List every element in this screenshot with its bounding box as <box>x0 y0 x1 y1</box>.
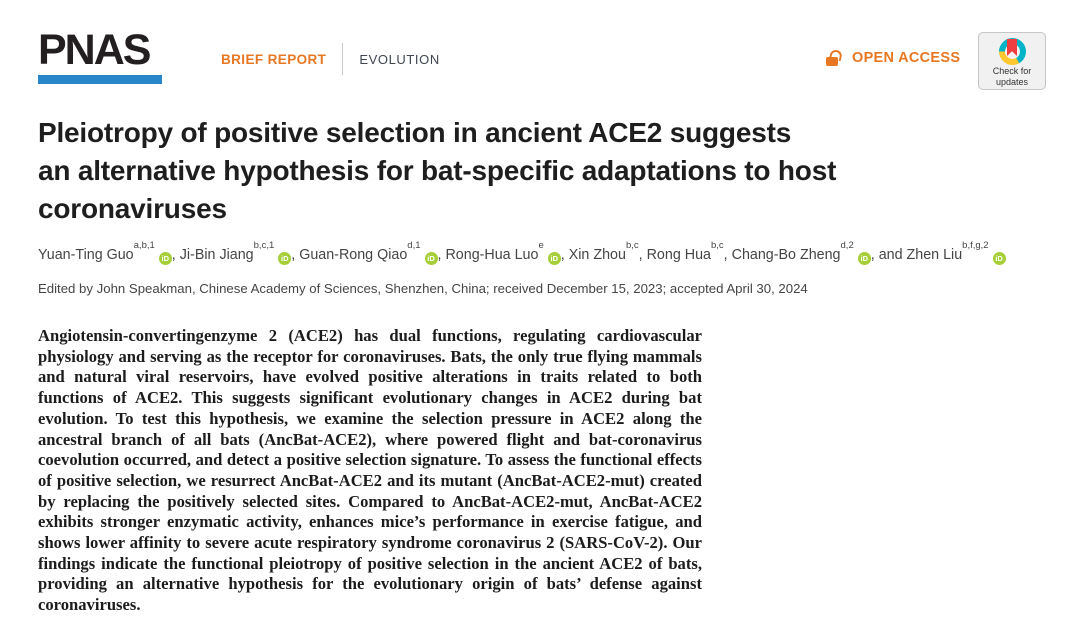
check-label-line1: Check for <box>992 66 1032 76</box>
author-name[interactable]: Guan-Rong Qiao$^{d,1}$ <box>299 240 421 263</box>
orcid-icon[interactable]: iD <box>993 252 1006 265</box>
header-divider <box>342 43 343 75</box>
title-line-1: Pleiotropy of positive selection in ancient ACE2 suggests <box>38 117 792 148</box>
author-name[interactable]: Chang-Bo Zheng$^{d,2}$ <box>731 240 854 263</box>
edited-by-line: Edited by John Speakman, Chinese Academy of Sciences, Shenzhen, China; received December 15, 2023; accepted April 30, 2024 <box>38 281 808 296</box>
open-lock-icon <box>826 50 843 66</box>
title-line-2: an alternative hypothesis for bat-specific adaptations to host <box>38 155 837 186</box>
author-affiliation-superscript: a,b,1 <box>133 240 155 251</box>
author-name[interactable]: Yuan-Ting Guo$^{a,b,1}$ <box>38 240 155 263</box>
orcid-icon[interactable]: iD <box>425 252 438 265</box>
pnas-logo[interactable] <box>38 26 162 84</box>
author-name[interactable]: Rong-Hua Luo$^e$ <box>445 240 544 263</box>
pnas-logo-underline <box>38 75 162 84</box>
author-affiliation-superscript: e <box>538 240 544 251</box>
check-label-line2: updates <box>995 76 1029 87</box>
author-affiliation-superscript: b,c <box>710 240 724 251</box>
author-affiliation-superscript: b,c <box>625 240 639 251</box>
article-type-bar <box>221 43 440 75</box>
orcid-icon[interactable]: iD <box>278 252 291 265</box>
author-affiliation-superscript: d,1 <box>407 240 421 251</box>
article-type-label[interactable]: BRIEF REPORT <box>221 51 327 67</box>
author-affiliation-superscript: d,2 <box>840 240 854 251</box>
author-name[interactable]: Xin Zhou$^{b,c}$ <box>568 240 639 263</box>
section-label[interactable]: EVOLUTION <box>359 51 440 67</box>
lock-body <box>826 57 838 66</box>
check-for-updates-button[interactable] <box>978 32 1046 90</box>
title-line-3: coronaviruses <box>38 193 227 224</box>
check-for-updates-label <box>979 66 1045 88</box>
crossmark-icon <box>999 38 1026 65</box>
article-title <box>38 114 1023 228</box>
pnas-logo-text: PNAS <box>38 26 150 74</box>
author-name[interactable]: Ji-Bin Jiang$^{b,c,1}$ <box>179 240 275 263</box>
open-access-label: OPEN ACCESS <box>852 50 961 66</box>
author-affiliation-superscript: b,f,g,2 <box>962 240 989 251</box>
orcid-icon[interactable]: iD <box>159 252 172 265</box>
author-list: Yuan-Ting Guo$^{a,b,1}$iD , Ji-Bin Jiang$^{b,c,1}$iD , Guan-Rong Qiao$^{d,1}$iD , Rong-Hua Luo$^e$iD , Xin Zhou$^{b,c}$, Rong Hua$^{b,c}$, Chang-Bo Zheng$^{d,2}$iD , and Zhen Liu$^{b,f,g,2}$iD <box>38 240 1048 266</box>
abstract-text: Angiotensin-convertingenzyme 2 (ACE2) has dual functions, regulating cardiovascular physiology and serving as the receptor for coronaviruses. Bats, the only true flying mammals and natural viral reservoirs, have evolved positive alterations in traits related to both functions of ACE2. This suggests significant evolutionary changes in ACE2 during bat evolution. To test this hypothesis, we examine the selection pressure in ACE2 along the ancestral branch of all bats (AncBat-ACE2), where powered flight and bat-coronavirus coevolution occurred, and detect a positive selection signature. To assess the functional effects of positive selection, we resurrect AncBat-ACE2 and its mutant (AncBat-ACE2-mut) created by replacing the positively selected sites. Compared to AncBat-ACE2-mut, AncBat-ACE2 exhibits stronger enzymatic activity, enhances mice’s performance in exercise fatigue, and shows lower affinity to severe acute respiratory syndrome coronavirus 2 (SARS-CoV-2). Our findings indicate the functional pleiotropy of positive selection in the ancient ACE2 of bats, providing an alternative hypothesis for the evolutionary origin of bats’ defense against coronaviruses. <box>38 326 702 615</box>
author-affiliation-superscript: b,c,1 <box>253 240 275 251</box>
orcid-icon[interactable]: iD <box>548 252 561 265</box>
author-name[interactable]: and Zhen Liu$^{b,f,g,2}$ <box>878 240 989 263</box>
author-name[interactable]: Rong Hua$^{b,c}$ <box>646 240 724 263</box>
orcid-icon[interactable]: iD <box>858 252 871 265</box>
open-access-badge[interactable] <box>826 50 960 66</box>
